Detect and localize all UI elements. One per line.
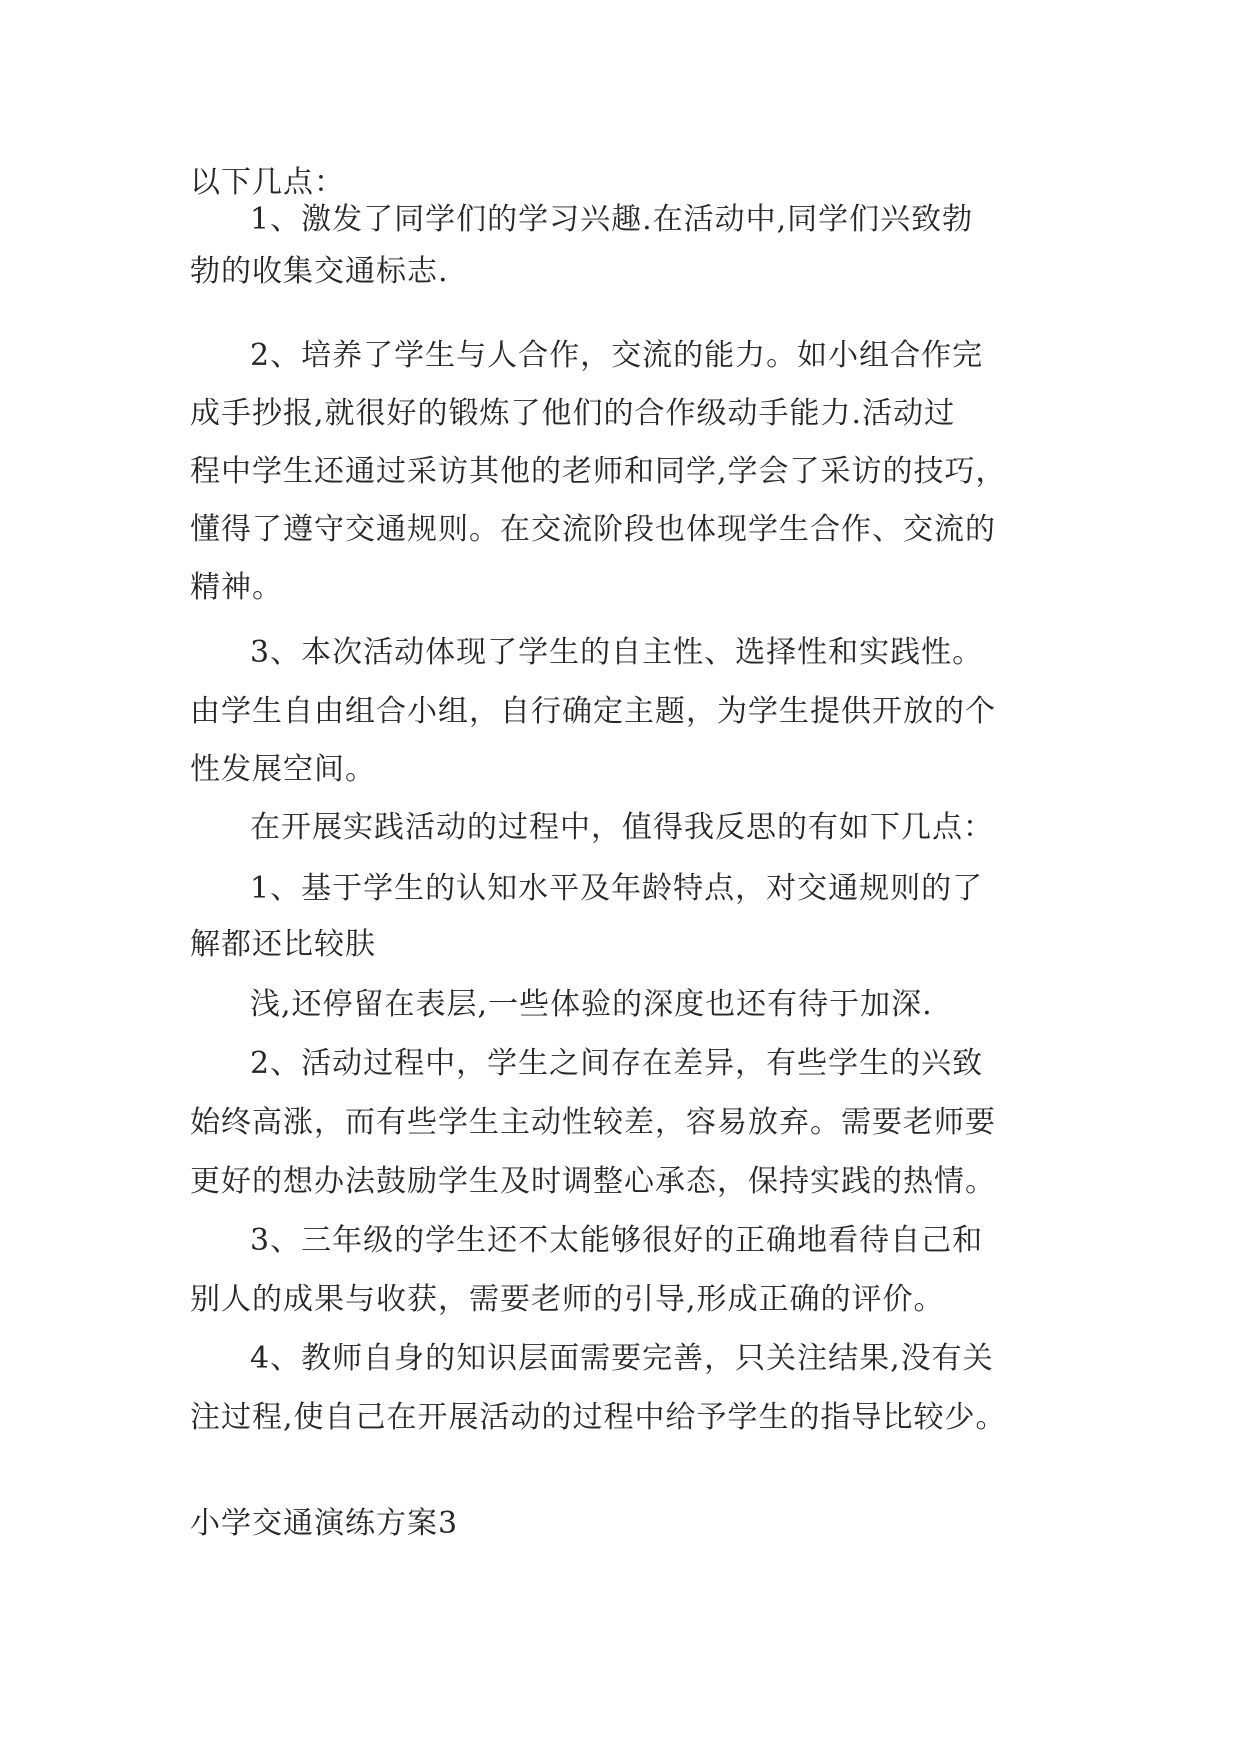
text-line: 解都还比较肤 bbox=[190, 927, 376, 962]
text-line: 注过程,使自己在开展活动的过程中给予学生的指导比较少。 bbox=[190, 1400, 1007, 1435]
text-line: 别人的成果与收获，需要老师的引导,形成正确的评价。 bbox=[190, 1282, 945, 1317]
text-line: 成手抄报,就很好的锻炼了他们的合作级动手能力.活动过 bbox=[190, 396, 956, 431]
text-line: 4、教师自身的知识层面需要完善，只关注结果,没有关 bbox=[250, 1341, 994, 1376]
text-line: 1、激发了同学们的学习兴趣.在活动中,同学们兴致勃 bbox=[250, 202, 974, 237]
text-line: 1、基于学生的认知水平及年龄特点，对交通规则的了 bbox=[250, 871, 984, 906]
text-line: 勃的收集交通标志. bbox=[190, 254, 449, 289]
text-line: 懂得了遵守交通规则。在交流阶段也体现学生合作、交流的 bbox=[190, 512, 996, 547]
text-line: 3、三年级的学生还不太能够很好的正确地看待自己和 bbox=[250, 1223, 984, 1258]
text-line: 以下几点： bbox=[190, 165, 345, 200]
text-line: 性发展空间。 bbox=[190, 752, 376, 787]
text-line: 更好的想办法鼓励学生及时调整心承态，保持实践的热情。 bbox=[190, 1164, 996, 1199]
section-heading: 小学交通演练方案3 bbox=[190, 1506, 459, 1541]
text-line: 在开展实践活动的过程中，值得我反思的有如下几点： bbox=[250, 810, 994, 845]
text-line: 程中学生还通过采访其他的老师和同学,学会了采访的技巧， bbox=[190, 454, 1007, 489]
text-line: 由学生自由组合小组，自行确定主题，为学生提供开放的个 bbox=[190, 694, 996, 729]
text-line: 始终高涨，而有些学生主动性较差，容易放弃。需要老师要 bbox=[190, 1105, 996, 1140]
text-line: 3、本次活动体现了学生的自主性、选择性和实践性。 bbox=[250, 635, 984, 670]
text-line: 浅,还停留在表层,一些体验的深度也还有待于加深. bbox=[250, 987, 933, 1022]
text-line: 2、活动过程中，学生之间存在差异，有些学生的兴致 bbox=[250, 1046, 984, 1081]
text-line: 2、培养了学生与人合作，交流的能力。如小组合作完 bbox=[250, 338, 984, 373]
text-line: 精神。 bbox=[190, 570, 283, 605]
